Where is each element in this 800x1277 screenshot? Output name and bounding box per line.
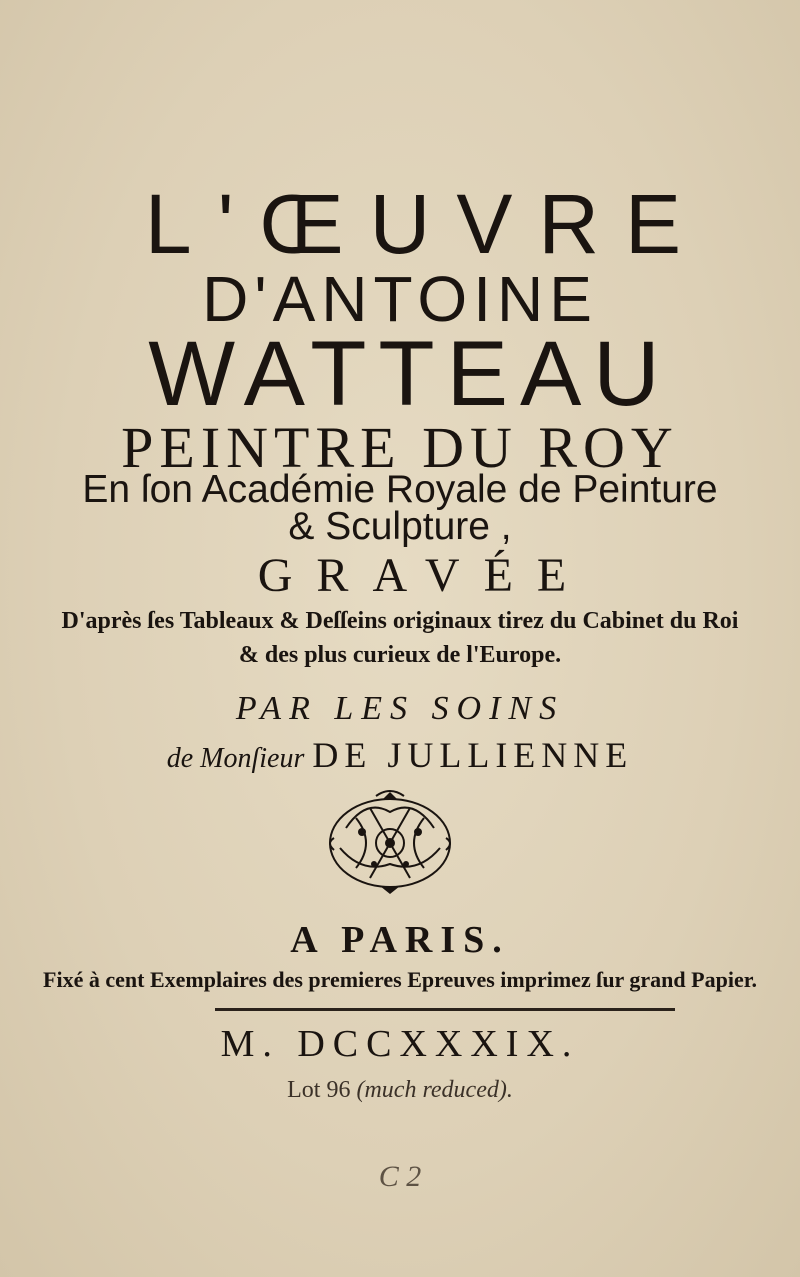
europe-line: & des plus curieux de l'Europe.: [238, 642, 562, 668]
lot-reduced-note: (much reduced).: [356, 1077, 513, 1103]
lot-number: Lot 96: [287, 1077, 351, 1103]
exemplaires-line: Fixé à cent Exemplaires des premieres Epreuves imprimez ſur grand Papier.: [43, 967, 757, 992]
date-line: M. DCCXXXIX.: [220, 1023, 580, 1065]
dapres-line: D'après ſes Tableaux & Deſſeins originaux tirez du Cabinet du Roi: [61, 608, 739, 634]
subtitle-peintre: PEINTRE DU ROY: [121, 415, 679, 480]
title-dantoine: D'ANTOINE: [202, 263, 598, 335]
horizontal-rule: [215, 1008, 675, 1011]
title-oeuvre: L'ŒUVRE: [144, 177, 708, 271]
sculpture-line: & Sculpture ,: [288, 505, 512, 548]
jullienne-name: DE JULLIENNE: [312, 735, 634, 775]
jullienne-line: [0, 734, 800, 776]
vignette-ornament: [316, 788, 464, 898]
lot-caption: [0, 1077, 800, 1104]
par-les-soins-line: PAR LES SOINS: [235, 690, 565, 727]
academie-line: En ſon Académie Royale de Peinture: [82, 468, 718, 511]
monsieur-prefix: de Monſieur: [166, 743, 305, 774]
gravee-line: GRAVÉE: [257, 549, 591, 602]
title-watteau: WATTEAU: [148, 323, 672, 425]
a-paris-line: A PARIS.: [290, 919, 510, 961]
handwritten-note: C 2: [378, 1160, 422, 1193]
